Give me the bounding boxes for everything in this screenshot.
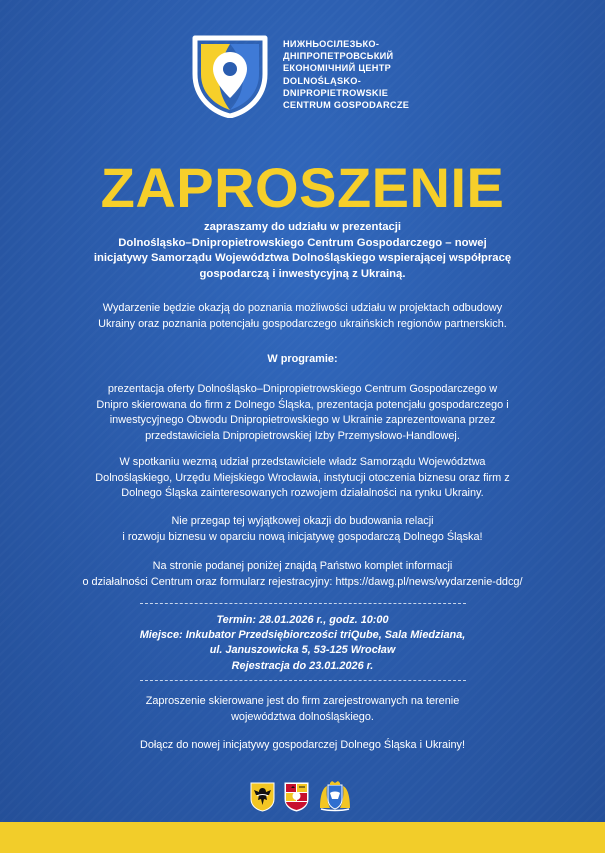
program-heading: W programie: bbox=[267, 353, 338, 365]
event-date: Termin: 28.01.2026 r., godz. 10:00 bbox=[216, 614, 389, 626]
dnipropetrovsk-coat-of-arms-icon bbox=[318, 780, 352, 812]
opportunity-text: Nie przegap tej wyjątkowej okazji do budowania relacji i rozwoju biznesu w oparciu nową inicjatywę gospodarczą Dolnego Śląska! bbox=[122, 515, 483, 543]
divider-top bbox=[140, 603, 466, 604]
description-text: Wydarzenie będzie okazją do poznania możliwości udziału w projektach odbudowy Ukrainy oraz poznania potencjału gospodarczego ukraińskich regionów partnerskich. bbox=[98, 302, 507, 330]
location-pin-shield-icon bbox=[191, 34, 269, 118]
divider-bottom bbox=[140, 680, 466, 681]
wroclaw-coat-of-arms-icon bbox=[284, 782, 309, 812]
coats-of-arms bbox=[250, 780, 352, 812]
organization-name-polish: DOLNOŚLĄSKO- DNIPROPIETROWSKIE CENTRUM GOSPODARCZE bbox=[283, 75, 410, 111]
lower-silesia-eagle-icon bbox=[250, 782, 275, 812]
event-venue: Miejsce: Inkubator Przedsiębiorczości triQube, Sala Miedziana, bbox=[139, 629, 466, 642]
event-address: ul. Januszowicka 5, 53-125 Wrocław bbox=[209, 644, 396, 657]
target-audience-text: Zaproszenie skierowane jest do firm zarejestrowanych na terenie województwa dolnośląskiego. bbox=[145, 695, 460, 723]
organization-name bbox=[283, 38, 409, 111]
program-text: prezentacja oferty Dolnośląsko–Dnipropietrowskiego Centrum Gospodarczego w Dnipro skierowana do firm z Dolnego Śląska, prezentacja potencjału gospodarczego i inwestycyjnego Obwodu Dnipropietrowskiego w Ukrainie zaprezentowana przez przedstawiciela Dnipropietrowskiej Izby Przemysłowo-Handlowej. bbox=[96, 383, 509, 442]
participants-text: W spotkaniu wezmą udział przedstawiciele władz Samorządu Województwa Dolnośląskiego, Urzędu Miejskiego Wrocławia, instytucji otoczenia biznesu oraz firm z Dolnego Śląska zainteresowanych rozwojem działalności na rynku Ukrainy. bbox=[95, 456, 510, 500]
registration-deadline: Rejestracja do 23.01.2026 r. bbox=[231, 659, 374, 672]
organization-name-ukrainian: НИЖНЬОСІЛЕЗЬКО- ДНІПРОПЕТРОВСЬКИЙ ЕКОНОМІЧНИЙ ЦЕНТР bbox=[283, 39, 394, 74]
registration-info-text: Na stronie podanej poniżej znajdą Państwo komplet informacji o działalności Centrum oraz formularz rejestracyjny: https://dawg.pl/news/wydarzenie-ddcg/ bbox=[82, 560, 523, 588]
intro-text: zapraszamy do udziału w prezentacji Dolnośląsko–Dnipropietrowskiego Centrum Gospodarczego – nowej inicjatywy Samorządu Województwa Dolnośląskiego wspierającej współpracę gospodarczą i inwestycyjną z Ukrainą. bbox=[93, 221, 512, 280]
closing-text: Dołącz do nowej inicjatywy gospodarczej Dolnego Śląska i Ukrainy! bbox=[139, 739, 466, 751]
footer-accent-bar bbox=[0, 822, 605, 853]
invitation-title: ZAPROSZENIE bbox=[100, 156, 505, 219]
event-details bbox=[40, 613, 565, 674]
header bbox=[191, 34, 409, 118]
